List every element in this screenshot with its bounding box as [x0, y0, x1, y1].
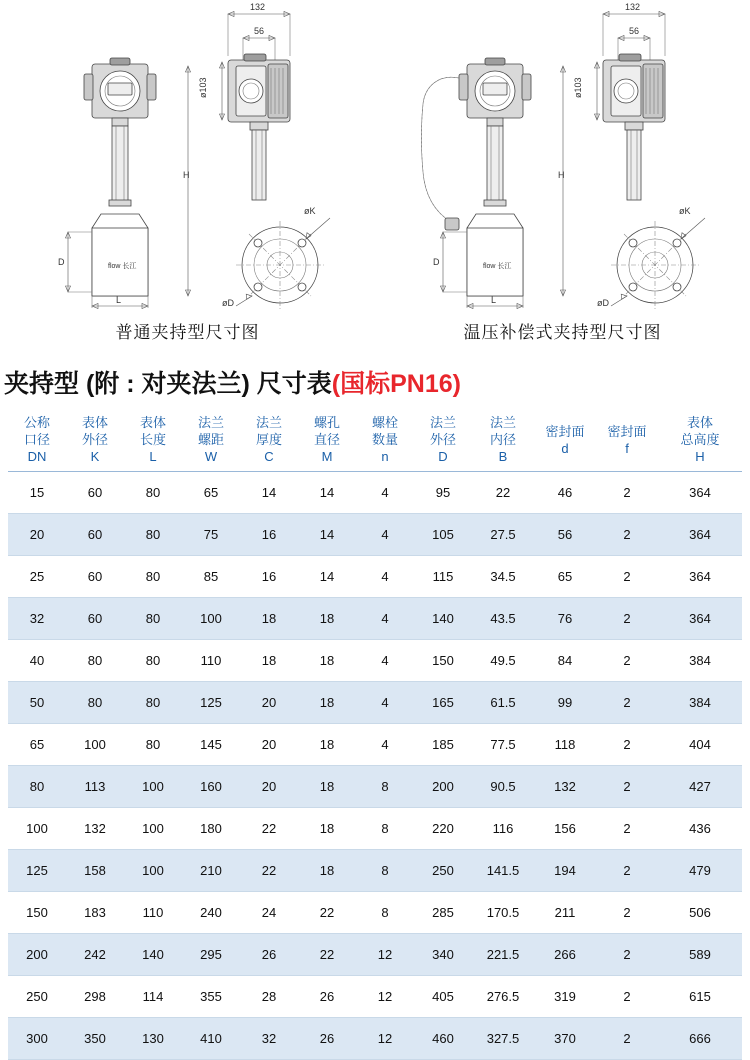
dim-56-right-label: 56 [629, 26, 640, 36]
table-cell: 100 [182, 598, 240, 640]
table-cell: 141.5 [472, 850, 534, 892]
table-cell: 100 [124, 808, 182, 850]
table-cell: 4 [356, 598, 414, 640]
table-cell: 327.5 [472, 1018, 534, 1060]
dim-132-right-label: 132 [625, 2, 641, 12]
hdr-line1: 表体 [81, 415, 108, 430]
table-cell: 80 [124, 682, 182, 724]
dim-diameter-103-right-label: ø103 [573, 77, 583, 98]
table-cell: 84 [534, 640, 596, 682]
table-cell: 364 [658, 514, 742, 556]
flow-body-front-left [92, 214, 148, 296]
table-cell: 158 [66, 850, 124, 892]
hdr-line2: 长度 [139, 432, 166, 447]
table-cell: 250 [8, 976, 66, 1018]
hdr-line1: 法兰 [489, 415, 516, 430]
table-cell: 150 [8, 892, 66, 934]
hdr-unit: M [321, 449, 333, 464]
table-header-cell [8, 410, 66, 472]
table-cell: 319 [534, 976, 596, 1018]
dim-L-right [467, 295, 523, 309]
table-cell: 427 [658, 766, 742, 808]
table-cell: 298 [66, 976, 124, 1018]
table-cell: 22 [298, 892, 356, 934]
table-row [8, 934, 742, 976]
dim-132-left-label: 132 [250, 2, 266, 12]
table-cell: 2 [596, 766, 658, 808]
table-cell: 4 [356, 514, 414, 556]
dim-diameter-D-left [222, 294, 252, 308]
table-cell: 4 [356, 640, 414, 682]
table-cell: 18 [298, 808, 356, 850]
table-cell: 100 [124, 766, 182, 808]
table-row [8, 976, 742, 1018]
table-row [8, 682, 742, 724]
dim-L-left-label: L [116, 295, 122, 305]
dim-diameter-103-left [198, 62, 225, 120]
table-body [8, 472, 742, 1060]
table-cell: 110 [182, 640, 240, 682]
table-cell: 140 [414, 598, 472, 640]
table-header-cell [534, 410, 596, 472]
dim-diameter-D-right-label: øD [597, 298, 609, 308]
table-cell: 364 [658, 556, 742, 598]
table-cell: 132 [534, 766, 596, 808]
caption-standard-clamp-type: 普通夹持型尺寸图 [115, 323, 260, 342]
table-cell: 26 [298, 976, 356, 1018]
table-header-cell [596, 410, 658, 472]
hdr-unit: C [264, 449, 274, 464]
hdr-unit: DN [27, 449, 47, 464]
flange-face-view-right [611, 221, 699, 309]
section-title [0, 358, 750, 408]
table-header-row [8, 410, 742, 472]
dimension-spec-table [8, 410, 742, 1060]
table-cell: 2 [596, 892, 658, 934]
hdr-line1: 法兰 [429, 415, 456, 430]
transmitter-housing-front-right [459, 58, 531, 126]
dim-56-left-label: 56 [254, 26, 265, 36]
table-cell: 410 [182, 1018, 240, 1060]
table-cell: 18 [240, 640, 298, 682]
table-cell: 295 [182, 934, 240, 976]
table-cell: 405 [414, 976, 472, 1018]
table-cell: 4 [356, 556, 414, 598]
table-cell: 250 [414, 850, 472, 892]
table-cell: 24 [240, 892, 298, 934]
table-cell: 285 [414, 892, 472, 934]
table-header-cell [124, 410, 182, 472]
dim-D-right [433, 232, 467, 292]
dim-diameter-K-left-label: øK [304, 206, 316, 216]
table-header-cell [356, 410, 414, 472]
table-header-cell [66, 410, 124, 472]
dim-diameter-K-right-label: øK [679, 206, 691, 216]
transmitter-housing-side-left [228, 54, 290, 122]
table-cell: 160 [182, 766, 240, 808]
table-cell: 20 [240, 766, 298, 808]
table-cell: 276.5 [472, 976, 534, 1018]
table-cell: 85 [182, 556, 240, 598]
hdr-line2: 数量 [371, 432, 398, 447]
table-cell: 16 [240, 514, 298, 556]
table-cell: 26 [240, 934, 298, 976]
table-cell: 34.5 [472, 556, 534, 598]
riser-side-right [625, 122, 643, 200]
table-cell: 99 [534, 682, 596, 724]
table-cell: 2 [596, 640, 658, 682]
dim-diameter-103-right [573, 62, 600, 120]
table-cell: 183 [66, 892, 124, 934]
table-cell: 65 [8, 724, 66, 766]
table-cell: 436 [658, 808, 742, 850]
table-cell: 28 [240, 976, 298, 1018]
table-cell: 150 [414, 640, 472, 682]
table-cell: 115 [414, 556, 472, 598]
table-header-cell [240, 410, 298, 472]
hdr-unit: K [90, 449, 100, 464]
table-cell: 479 [658, 850, 742, 892]
table-cell: 132 [66, 808, 124, 850]
table-cell: 90.5 [472, 766, 534, 808]
table-cell: 210 [182, 850, 240, 892]
hdr-line1: 密封面 [545, 423, 585, 439]
table-cell: 22 [298, 934, 356, 976]
dim-H-right-label: H [558, 170, 565, 180]
table-cell: 180 [182, 808, 240, 850]
drawing-captions [0, 318, 750, 358]
table-cell: 20 [8, 514, 66, 556]
table-cell: 18 [298, 766, 356, 808]
caption-temp-pressure-clamp-type: 温压补偿式夹持型尺寸图 [463, 323, 662, 342]
table-cell: 384 [658, 640, 742, 682]
table-cell: 589 [658, 934, 742, 976]
transmitter-housing-side-right [603, 54, 665, 122]
table-row [8, 472, 742, 514]
drawing-temp-pressure-compensated-clamp-type [375, 0, 750, 318]
table-cell: 75 [182, 514, 240, 556]
riser-side-left [250, 122, 268, 200]
hdr-unit: W [204, 449, 218, 464]
table-cell: 100 [124, 850, 182, 892]
table-cell: 2 [596, 808, 658, 850]
flexible-conduit-right [422, 77, 460, 230]
table-cell: 8 [356, 850, 414, 892]
hdr-line2: 厚度 [255, 432, 282, 447]
table-cell: 221.5 [472, 934, 534, 976]
dim-D-left [58, 232, 92, 292]
table-cell: 2 [596, 556, 658, 598]
hdr-unit: L [149, 449, 157, 464]
table-cell: 2 [596, 514, 658, 556]
table-cell: 65 [534, 556, 596, 598]
table-row [8, 766, 742, 808]
table-cell: 60 [66, 472, 124, 514]
table-cell: 2 [596, 472, 658, 514]
table-row [8, 850, 742, 892]
table-cell: 364 [658, 472, 742, 514]
table-header-cell [472, 410, 534, 472]
table-cell: 194 [534, 850, 596, 892]
dim-L-right-label: L [491, 295, 497, 305]
table-cell: 14 [240, 472, 298, 514]
table-cell: 15 [8, 472, 66, 514]
table-cell: 340 [414, 934, 472, 976]
table-cell: 8 [356, 892, 414, 934]
table-header-cell [182, 410, 240, 472]
table-cell: 14 [298, 472, 356, 514]
table-cell: 80 [124, 514, 182, 556]
table-cell: 46 [534, 472, 596, 514]
table-cell: 20 [240, 724, 298, 766]
hdr-line1: 螺孔 [313, 415, 340, 430]
table-cell: 2 [596, 976, 658, 1018]
table-cell: 18 [240, 598, 298, 640]
table-cell: 60 [66, 598, 124, 640]
table-cell: 14 [298, 556, 356, 598]
table-cell: 49.5 [472, 640, 534, 682]
hdr-unit: d [561, 440, 569, 456]
table-header-cell [414, 410, 472, 472]
hdr-line2: 直径 [313, 432, 340, 447]
table-row [8, 598, 742, 640]
hdr-line1: 密封面 [607, 423, 647, 439]
hdr-unit: H [695, 449, 705, 464]
dim-diameter-D-right [597, 294, 627, 308]
table-row [8, 514, 742, 556]
table-cell: 2 [596, 1018, 658, 1060]
dim-diameter-103-left-label: ø103 [198, 77, 208, 98]
transmitter-housing-front-left [84, 58, 156, 126]
table-cell: 95 [414, 472, 472, 514]
hdr-line2: 口径 [23, 432, 50, 447]
hdr-line1: 法兰 [255, 415, 282, 430]
table-row [8, 640, 742, 682]
table-cell: 26 [298, 1018, 356, 1060]
hdr-line1: 公称 [23, 415, 50, 430]
table-cell: 185 [414, 724, 472, 766]
table-cell: 220 [414, 808, 472, 850]
table-header [8, 410, 742, 472]
table-cell: 14 [298, 514, 356, 556]
dim-H-right [558, 66, 566, 296]
riser-front-right [484, 126, 506, 206]
table-cell: 32 [240, 1018, 298, 1060]
table-cell: 61.5 [472, 682, 534, 724]
table-row [8, 556, 742, 598]
table-cell: 100 [8, 808, 66, 850]
table-cell: 18 [298, 598, 356, 640]
table-cell: 18 [298, 850, 356, 892]
hdr-unit: f [625, 440, 629, 456]
drawing-left-svg [0, 0, 375, 318]
table-cell: 80 [124, 598, 182, 640]
table-cell: 2 [596, 682, 658, 724]
table-cell: 145 [182, 724, 240, 766]
table-cell: 18 [298, 682, 356, 724]
table-cell: 65 [182, 472, 240, 514]
table-cell: 77.5 [472, 724, 534, 766]
dim-diameter-D-left-label: øD [222, 298, 234, 308]
table-header-cell [298, 410, 356, 472]
table-cell: 615 [658, 976, 742, 1018]
dim-diameter-K-right [679, 206, 705, 239]
flange-face-view-left [236, 221, 324, 309]
table-cell: 80 [124, 724, 182, 766]
hdr-line1: 表体 [139, 415, 166, 430]
table-cell: 2 [596, 934, 658, 976]
table-cell: 118 [534, 724, 596, 766]
table-cell: 666 [658, 1018, 742, 1060]
hdr-line2: 外径 [81, 432, 108, 447]
hdr-line1: 表体 [686, 415, 713, 430]
hdr-line2: 螺距 [197, 432, 224, 447]
table-cell: 12 [356, 976, 414, 1018]
table-cell: 18 [298, 640, 356, 682]
dim-H-left-label: H [183, 170, 190, 180]
drawing-right-svg [375, 0, 750, 318]
table-cell: 12 [356, 934, 414, 976]
table-cell: 506 [658, 892, 742, 934]
table-cell: 4 [356, 724, 414, 766]
table-cell: 130 [124, 1018, 182, 1060]
table-cell: 40 [8, 640, 66, 682]
hdr-line2: 外径 [429, 432, 456, 447]
table-cell: 76 [534, 598, 596, 640]
flow-body-front-right [467, 214, 523, 296]
table-cell: 100 [66, 724, 124, 766]
hdr-unit: D [438, 449, 448, 464]
table-cell: 27.5 [472, 514, 534, 556]
table-cell: 156 [534, 808, 596, 850]
table-cell: 43.5 [472, 598, 534, 640]
dim-D-right-label: D [433, 257, 440, 267]
drawing-standard-clamp-type [0, 0, 375, 318]
table-cell: 80 [66, 682, 124, 724]
hdr-unit: B [498, 449, 508, 464]
dim-H-left [183, 66, 191, 296]
table-header-cell [658, 410, 742, 472]
table-cell: 56 [534, 514, 596, 556]
table-cell: 355 [182, 976, 240, 1018]
table-cell: 8 [356, 766, 414, 808]
table-cell: 2 [596, 724, 658, 766]
table-cell: 80 [124, 556, 182, 598]
table-cell: 170.5 [472, 892, 534, 934]
table-cell: 266 [534, 934, 596, 976]
technical-drawings [0, 0, 750, 318]
table-cell: 12 [356, 1018, 414, 1060]
table-cell: 165 [414, 682, 472, 724]
table-cell: 105 [414, 514, 472, 556]
body-logo-left: flow 长江 [108, 263, 137, 270]
table-cell: 8 [356, 808, 414, 850]
hdr-line1: 法兰 [197, 415, 224, 430]
table-row [8, 808, 742, 850]
table-cell: 50 [8, 682, 66, 724]
table-cell: 60 [66, 556, 124, 598]
table-cell: 460 [414, 1018, 472, 1060]
table-cell: 4 [356, 472, 414, 514]
table-cell: 22 [240, 808, 298, 850]
table-cell: 242 [66, 934, 124, 976]
table-cell: 32 [8, 598, 66, 640]
table-cell: 22 [472, 472, 534, 514]
table-cell: 80 [8, 766, 66, 808]
dim-L-left [92, 295, 148, 309]
table-cell: 211 [534, 892, 596, 934]
table-cell: 80 [66, 640, 124, 682]
hdr-line1: 螺栓 [371, 415, 398, 430]
table-cell: 116 [472, 808, 534, 850]
table-cell: 370 [534, 1018, 596, 1060]
table-cell: 25 [8, 556, 66, 598]
section-title-accent: (国标PN16) [331, 370, 461, 398]
table-cell: 364 [658, 598, 742, 640]
table-cell: 384 [658, 682, 742, 724]
table-cell: 2 [596, 598, 658, 640]
table-cell: 114 [124, 976, 182, 1018]
table-row [8, 892, 742, 934]
table-row [8, 724, 742, 766]
riser-front-left [109, 126, 131, 206]
table-cell: 140 [124, 934, 182, 976]
table-cell: 240 [182, 892, 240, 934]
table-cell: 110 [124, 892, 182, 934]
table-cell: 80 [124, 640, 182, 682]
table-cell: 18 [298, 724, 356, 766]
table-cell: 125 [8, 850, 66, 892]
dim-diameter-K-left [304, 206, 330, 239]
table-cell: 16 [240, 556, 298, 598]
table-cell: 300 [8, 1018, 66, 1060]
table-cell: 200 [414, 766, 472, 808]
table-cell: 22 [240, 850, 298, 892]
table-cell: 20 [240, 682, 298, 724]
table-cell: 60 [66, 514, 124, 556]
hdr-line2: 总高度 [680, 432, 720, 447]
table-cell: 4 [356, 682, 414, 724]
table-row [8, 1018, 742, 1060]
table-cell: 125 [182, 682, 240, 724]
section-title-main: 夹持型 (附 : 对夹法兰) 尺寸表 [4, 370, 332, 398]
hdr-unit: n [381, 449, 389, 464]
table-cell: 200 [8, 934, 66, 976]
hdr-line2: 内径 [489, 432, 516, 447]
body-logo-right: flow 长江 [483, 263, 512, 270]
table-cell: 113 [66, 766, 124, 808]
table-cell: 80 [124, 472, 182, 514]
dim-D-left-label: D [58, 257, 65, 267]
table-cell: 350 [66, 1018, 124, 1060]
table-cell: 2 [596, 850, 658, 892]
table-cell: 404 [658, 724, 742, 766]
